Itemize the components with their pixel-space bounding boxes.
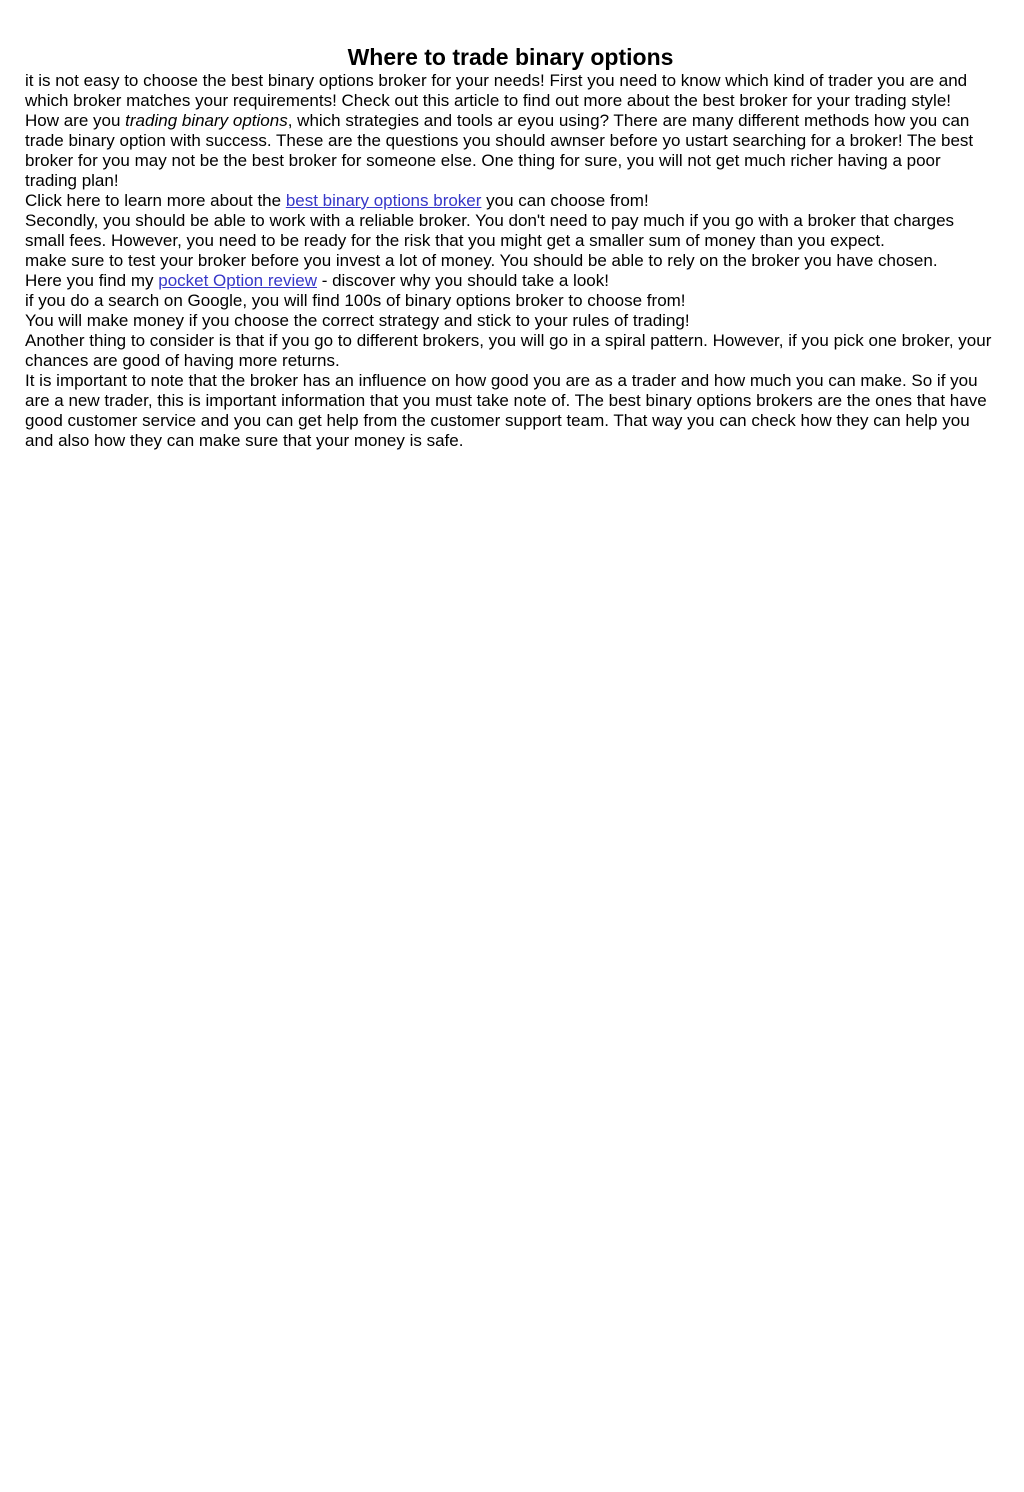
paragraph-text: Secondly, you should be able to work with a reliable broker. You don't need to pay much if you go with a broker that charges small fees. However, you need to be ready for the risk that you might get a smaller sum of money than you expect. (25, 211, 955, 250)
paragraph-text: It is important to note that the broker has an influence on how good you are as a trader and how much you can make. So if you are a new trader, this is important information that you must take note of. The best binary options brokers are the ones that have good customer service and you can get help from the customer support team. That way you can check how they can help you and also how they can make sure that your money is safe. (25, 371, 987, 450)
paragraph-text: it is not easy to choose the best binary options broker for your needs! First you need to know which kind of trader you are and which broker matches your requirements! Check out this article to find out more about the best broker for your trading style! (25, 71, 968, 110)
paragraph-text: Another thing to consider is that if you go to different brokers, you will go in a spiral pattern. However, if you pick one broker, your chances are good of having more returns. (25, 331, 992, 370)
page-title: Where to trade binary options (347, 44, 674, 70)
paragraph-text: if you do a search on Google, you will find 100s of binary options broker to choose from! (25, 291, 686, 310)
paragraph-text: - discover why you should take a look! (316, 271, 609, 290)
paragraph-secondly (25, 211, 996, 251)
paragraph-text: Here you find my (25, 271, 159, 290)
paragraph-text: How are you (25, 111, 126, 130)
paragraph-pocket-option (25, 271, 996, 311)
paragraph-make-sure (25, 251, 996, 271)
paragraph-click-here (25, 191, 996, 211)
paragraph-how-are-you-trading (25, 111, 996, 191)
paragraph-make-money (25, 311, 996, 331)
paragraph-text: You will make money if you choose the correct strategy and stick to your rules of trading! (25, 311, 690, 330)
paragraph-another-thing (25, 331, 996, 371)
pocket-option-review-link[interactable]: pocket Option review (158, 271, 317, 290)
paragraph-text: Click here to learn more about the (25, 191, 286, 210)
paragraph-text: you can choose from! (481, 191, 649, 210)
document-page (0, 44, 1024, 1492)
best-binary-options-broker-link[interactable]: best binary options broker (285, 191, 482, 210)
paragraph-text: make sure to test your broker before you invest a lot of money. You should be able to rely on the broker you have chosen. (25, 251, 938, 270)
paragraph-intro (25, 71, 996, 111)
paragraph-important-note (25, 371, 996, 451)
italic-phrase-trading-binary-options: trading binary options (125, 111, 288, 130)
paragraph-text: , which strategies and tools ar eyou using? There are many different methods how you can trade binary option with success. These are the questions you should awnser before yo ustart searching for a broker! The best broker for you may not be the best broker for someone else. One thing for sure, you will not get much richer having a poor trading plan! (25, 111, 974, 190)
